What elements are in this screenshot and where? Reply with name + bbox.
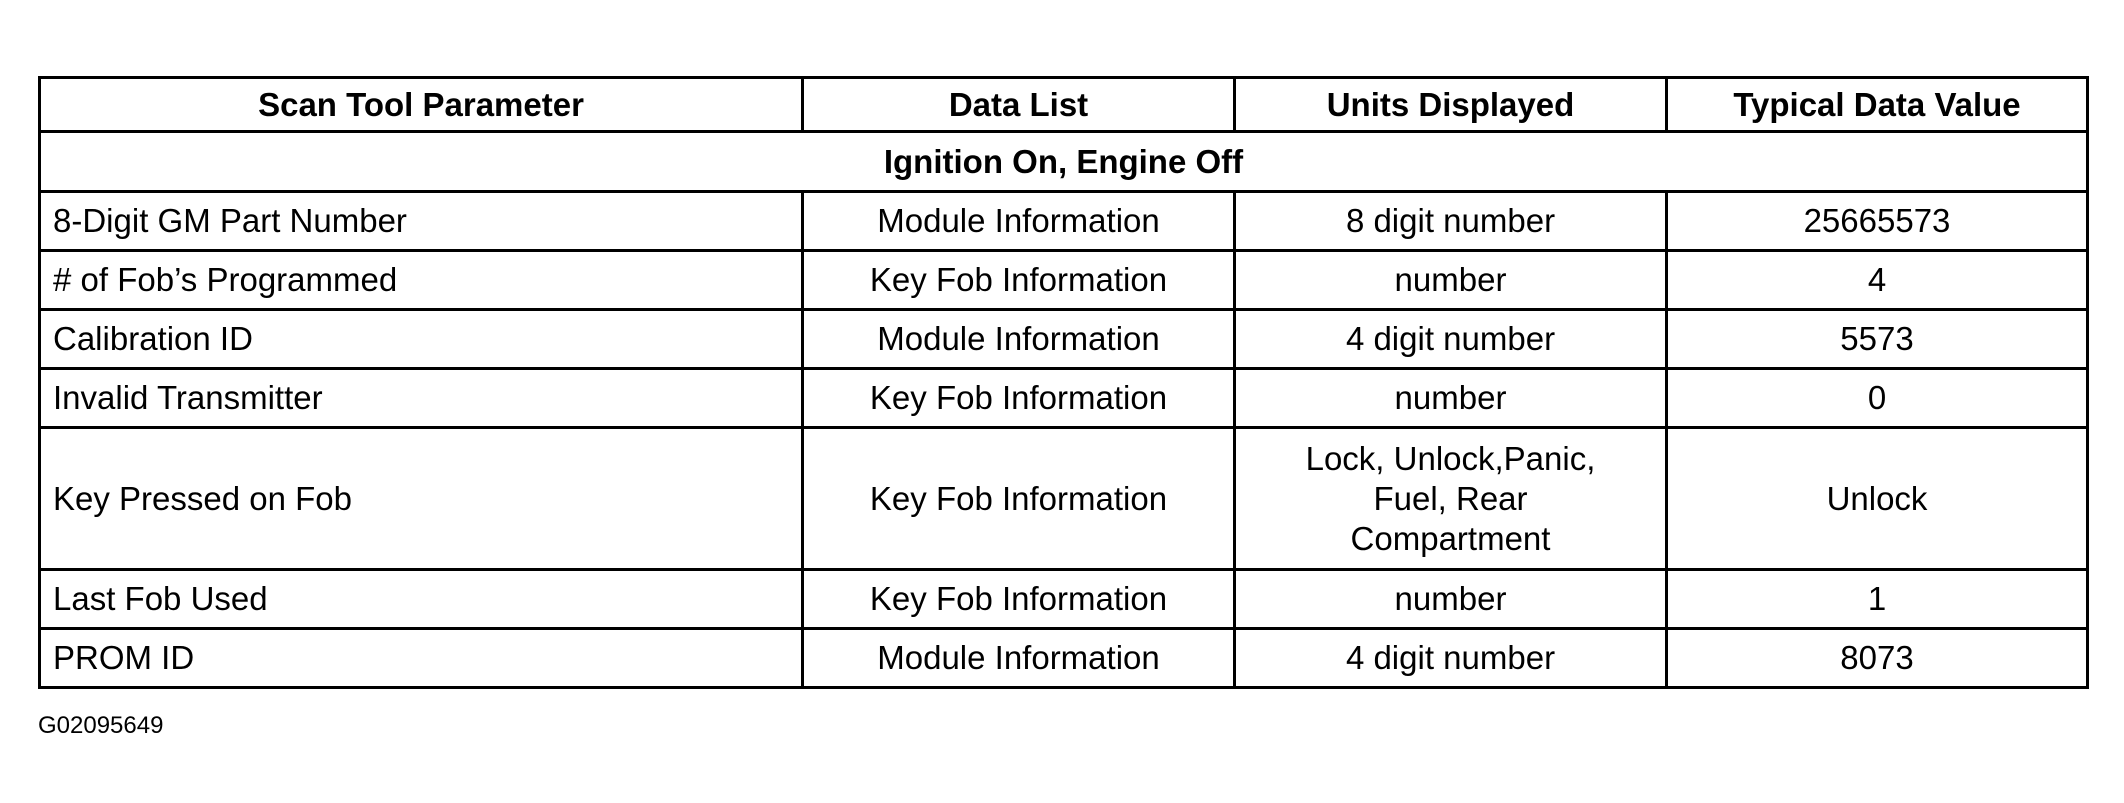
cell-value: Unlock: [1667, 428, 2088, 570]
table-row: [40, 369, 2088, 428]
table-row: [40, 310, 2088, 369]
cell-units: Lock, Unlock,Panic, Fuel, Rear Compartment: [1305, 439, 1596, 557]
cell-units: number: [1235, 251, 1667, 310]
cell-parameter: PROM ID: [40, 629, 803, 688]
cell-value: 0: [1667, 369, 2088, 428]
table-row: [40, 629, 2088, 688]
cell-data-list: Module Information: [803, 310, 1235, 369]
section-label: Ignition On, Engine Off: [40, 132, 2088, 192]
cell-value: 8073: [1667, 629, 2088, 688]
cell-units: 4 digit number: [1235, 629, 1667, 688]
cell-units: 4 digit number: [1235, 310, 1667, 369]
section-row: [40, 132, 2088, 192]
cell-parameter: Calibration ID: [40, 310, 803, 369]
cell-units-multiline: [1235, 428, 1667, 570]
header-data-list: Data List: [803, 78, 1235, 132]
table-row: [40, 192, 2088, 251]
cell-value: 4: [1667, 251, 2088, 310]
cell-units: number: [1235, 369, 1667, 428]
cell-value: 25665573: [1667, 192, 2088, 251]
table-row: [40, 570, 2088, 629]
header-scan-tool-parameter: Scan Tool Parameter: [40, 78, 803, 132]
cell-data-list: Module Information: [803, 192, 1235, 251]
header-typical-data-value: Typical Data Value: [1667, 78, 2088, 132]
cell-units: number: [1235, 570, 1667, 629]
cell-data-list: Key Fob Information: [803, 570, 1235, 629]
header-row: [40, 78, 2088, 132]
scan-tool-data-table-wrapper: [38, 76, 2086, 689]
cell-parameter: Last Fob Used: [40, 570, 803, 629]
cell-data-list: Key Fob Information: [803, 428, 1235, 570]
figure-id: G02095649: [38, 712, 164, 739]
cell-parameter: 8-Digit GM Part Number: [40, 192, 803, 251]
cell-value: 1: [1667, 570, 2088, 629]
scan-tool-data-table: [38, 76, 2089, 689]
cell-parameter: Key Pressed on Fob: [40, 428, 803, 570]
cell-data-list: Key Fob Information: [803, 251, 1235, 310]
header-units-displayed: Units Displayed: [1235, 78, 1667, 132]
cell-units: 8 digit number: [1235, 192, 1667, 251]
table-row: [40, 251, 2088, 310]
cell-value: 5573: [1667, 310, 2088, 369]
cell-parameter: # of Fob’s Programmed: [40, 251, 803, 310]
cell-data-list: Module Information: [803, 629, 1235, 688]
cell-parameter: Invalid Transmitter: [40, 369, 803, 428]
table-row: [40, 428, 2088, 570]
cell-data-list: Key Fob Information: [803, 369, 1235, 428]
